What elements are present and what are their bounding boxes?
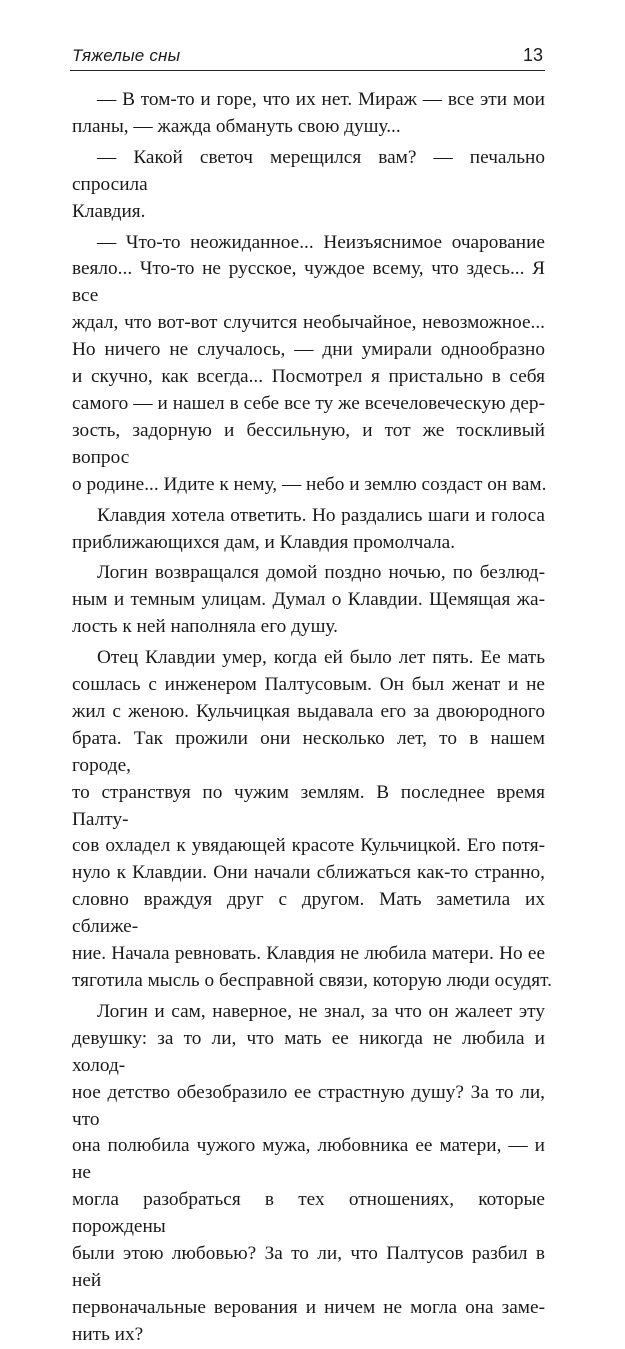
text-line: ние. Начала ревновать. Клавдия не любила матери. Но ее [72, 943, 545, 965]
text-line: нить их? [72, 1323, 144, 1345]
text-line: жил с женою. Кульчицкая выдавала его за двоюродного [72, 700, 545, 722]
paragraph [72, 503, 545, 557]
paragraph [72, 145, 545, 226]
text-line: брата. Так прожили они несколько лет, то в нашем городе, [72, 727, 545, 776]
text-line: могла разобраться в тех отношениях, которые порождены [72, 1189, 545, 1238]
text-line: первоначальные верования и ничем не могла она заме- [72, 1296, 545, 1318]
text-line: веяло... Что-то не русское, чуждое всему, что здесь... Я все [72, 258, 545, 307]
text-line: то странствуя по чужим землям. В последнее время Палту- [72, 781, 545, 830]
text-line: нуло к Клавдии. Они начали сближаться как-то странно, [72, 862, 545, 884]
text-line: приближающихся дам, и Клавдия промолчала. [72, 531, 456, 553]
text-line: ным и темным улицам. Думал о Клавдии. Щемящая жа- [72, 589, 545, 611]
page-number: 13 [522, 45, 543, 65]
text-line: самого — и нашел в себе все ту же всечеловеческую дер- [72, 392, 545, 414]
paragraph [72, 645, 552, 995]
text-line: Клавдия хотела ответить. Но раздались шаги и голоса [97, 504, 545, 526]
text-line: и скучно, как всегда... Посмотрел я пристально в себя [72, 366, 545, 388]
paragraph [72, 999, 545, 1349]
text-line: лость к ней наполняла его душу. [72, 616, 338, 638]
paragraph [72, 560, 545, 641]
text-line: — В том-то и горе, что их нет. Мираж — все эти мои [97, 89, 545, 110]
paragraph [72, 230, 545, 499]
text-line: ждал, что вот-вот случится необычайное, невозможное... [72, 312, 545, 334]
text-line: ное детство обезобразило ее страстную душу? За то ли, что [72, 1081, 545, 1130]
body-text [72, 87, 552, 1349]
text-line: Логин и сам, наверное, не знал, за что он жалеет эту [97, 1000, 545, 1022]
running-header [70, 44, 545, 71]
paragraph [72, 87, 545, 141]
text-line: зость, задорную и бессильную, и тот же тоскливый вопрос [72, 419, 545, 468]
text-line: сошлась с инженером Палтусовым. Он был женат и не [72, 674, 545, 696]
text-line: — Какой светоч мерещился вам? — печально спросила [72, 146, 545, 195]
text-line: Логин возвращался домой поздно ночью, по безлюд- [97, 562, 545, 584]
text-line: планы, — жажда обмануть свою душу... [72, 115, 401, 137]
text-line: тяготила мысль о бесправной связи, которую люди осудят. [72, 970, 552, 991]
text-line: сов охладел к увядающей красоте Кульчицкой. Его потя- [72, 835, 545, 857]
text-line: Но ничего не случалось, — дни умирали однообразно [72, 339, 545, 361]
text-line: — Что-то неожиданное... Неизъяснимое очарование [97, 231, 545, 253]
text-line: о родине... Идите к нему, — небо и землю создаст он вам. [72, 473, 547, 495]
running-title: Тяжелые сны [72, 46, 181, 65]
text-line: словно враждуя друг с другом. Мать заметила их сближе- [72, 889, 545, 938]
text-line: девушку: за то ли, что мать ее никогда не любила и холод- [72, 1027, 545, 1076]
text-line: Отец Клавдии умер, когда ей было лет пять. Ее мать [97, 647, 545, 669]
text-line: она полюбила чужого мужа, любовника ее матери, — и не [72, 1135, 545, 1184]
text-line: Клавдия. [72, 200, 146, 222]
text-line: были этою любовью? За то ли, что Палтусов разбил в ней [72, 1243, 545, 1291]
